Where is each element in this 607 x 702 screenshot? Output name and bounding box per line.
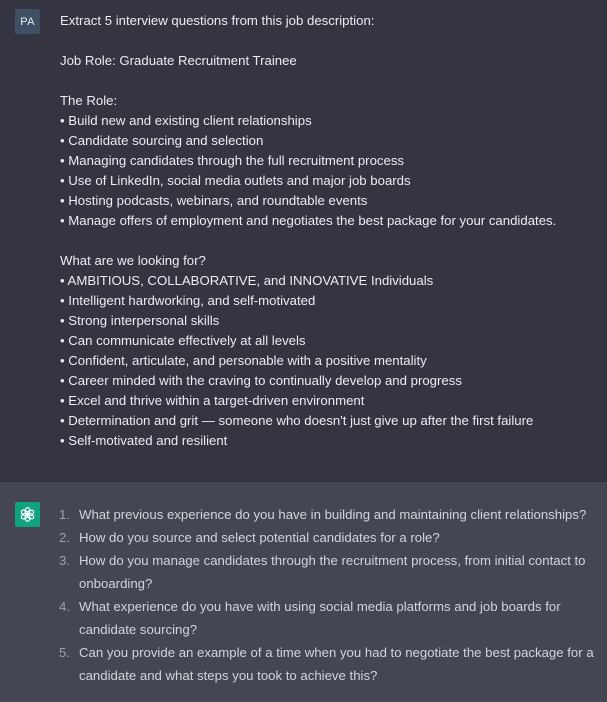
list-item — [59, 526, 604, 549]
message-line: What are we looking for? — [60, 253, 206, 268]
message-line: • Strong interpersonal skills — [60, 313, 220, 328]
list-item-text: Can you provide an example of a time when you had to negotiate the best package for a candidate and what steps you took to achieve this? — [79, 645, 594, 683]
list-item — [59, 641, 604, 687]
assistant-message — [0, 482, 607, 702]
message-line: • Can communicate effectively at all levels — [60, 333, 306, 348]
blank-line — [60, 231, 600, 251]
message-line: • Build new and existing client relationships — [60, 113, 312, 128]
message-line: • Confident, articulate, and personable with a positive mentality — [60, 353, 427, 368]
blank-line — [60, 31, 600, 51]
list-number: 5. — [59, 645, 70, 660]
list-item-text: What experience do you have with using social media platforms and job boards for candidate sourcing? — [79, 599, 561, 637]
message-line: • Use of LinkedIn, social media outlets and major job boards — [60, 173, 411, 188]
blank-line — [60, 71, 600, 91]
openai-logo-icon — [19, 506, 36, 523]
message-line: • Manage offers of employment and negotiates the best package for your candidates. — [60, 213, 557, 228]
message-line: Extract 5 interview questions from this job description: — [60, 13, 375, 28]
user-message-text — [60, 11, 600, 451]
list-number: 3. — [59, 553, 70, 568]
list-number: 1. — [59, 507, 70, 522]
list-item-text: What previous experience do you have in building and maintaining client relationships? — [79, 507, 587, 522]
message-line: The Role: — [60, 93, 118, 108]
message-line: • Excel and thrive within a target-driven environment — [60, 393, 365, 408]
assistant-avatar — [15, 502, 40, 527]
message-line: • Candidate sourcing and selection — [60, 133, 264, 148]
list-item — [59, 595, 604, 641]
user-avatar: PA — [15, 9, 40, 34]
message-line: • Career minded with the craving to continually develop and progress — [60, 373, 462, 388]
list-number: 2. — [59, 530, 70, 545]
message-line: • AMBITIOUS, COLLABORATIVE, and INNOVATIVE Individuals — [60, 273, 434, 288]
list-item — [59, 503, 604, 526]
message-line: • Hosting podcasts, webinars, and roundtable events — [60, 193, 368, 208]
message-line: • Intelligent hardworking, and self-motivated — [60, 293, 316, 308]
message-line: Job Role: Graduate Recruitment Trainee — [60, 53, 297, 68]
answer-list — [59, 503, 604, 687]
message-line: • Managing candidates through the full recruitment process — [60, 153, 405, 168]
list-item — [59, 549, 604, 595]
list-item-text: How do you manage candidates through the recruitment process, from initial contact to onboarding? — [79, 553, 586, 591]
message-line: • Determination and grit — someone who doesn't just give up after the first failure — [60, 413, 534, 428]
list-item-text: How do you source and select potential candidates for a role? — [79, 530, 440, 545]
list-number: 4. — [59, 599, 70, 614]
message-line: • Self-motivated and resilient — [60, 433, 228, 448]
